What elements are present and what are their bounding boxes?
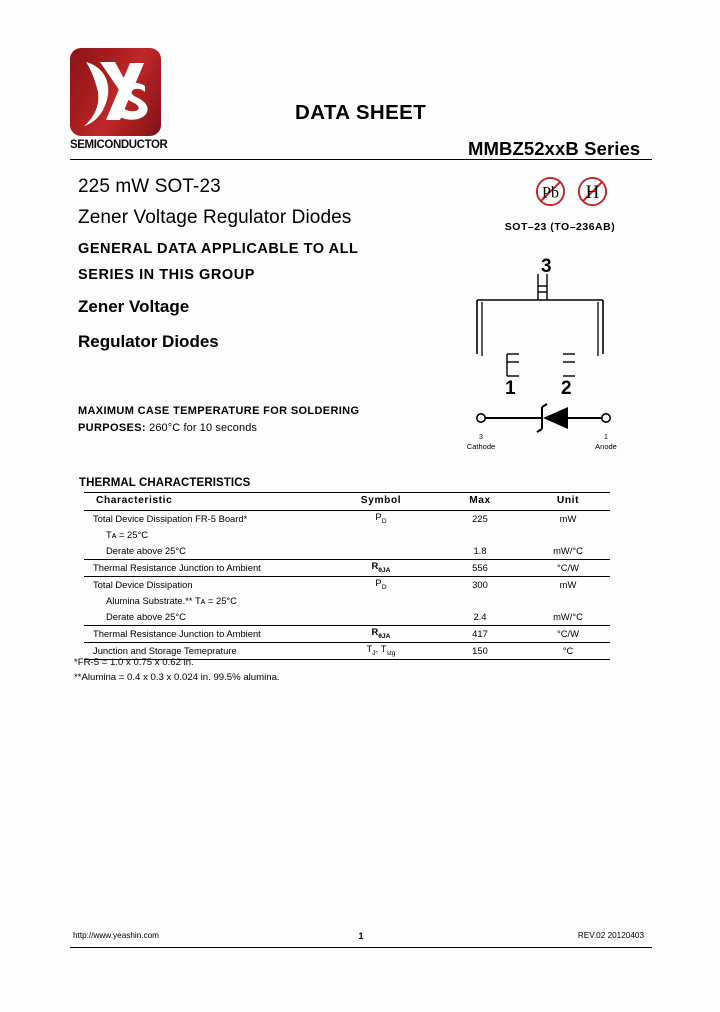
company-logo [70, 48, 170, 151]
table-row [84, 543, 610, 560]
thermal-characteristics-table [84, 492, 610, 660]
cell-symbol [328, 543, 434, 560]
power-package-heading: 225 mW SOT-23 [78, 176, 221, 197]
table-row [84, 577, 610, 594]
column-header-max: Max [434, 493, 526, 511]
anode-label: Anode [595, 442, 617, 451]
cathode-label: Cathode [466, 442, 496, 451]
cell-symbol: $R_{\theta JA}$ [328, 560, 434, 577]
table-header-row [84, 493, 610, 511]
general-data-line-1: GENERAL DATA APPLICABLE TO ALL [78, 240, 359, 257]
table-row [84, 626, 610, 643]
logo-glyph [70, 48, 161, 136]
cell-characteristic: Derate above 25°C [84, 543, 328, 560]
cell-characteristic: Thermal Resistance Junction to Ambient [84, 560, 328, 577]
zener-schematic-symbol [450, 398, 640, 453]
cell-unit: mW/°C [526, 609, 610, 626]
datasheet-title: DATA SHEET [295, 101, 427, 124]
footer-revision: REV.02 20120403 [577, 931, 644, 940]
cell-unit: mW [559, 579, 577, 591]
footer-page-number: 1 [358, 931, 364, 941]
cell-unit: mW/°C [526, 543, 610, 560]
table-row [84, 511, 610, 528]
cell-max: 1.8 [434, 543, 526, 560]
series-title: MMBZ52xxB Series [468, 138, 641, 159]
thermal-characteristics-heading: THERMAL CHARACTERISTICS [79, 477, 251, 489]
table-row [84, 593, 610, 609]
header-divider [70, 159, 652, 160]
soldering-heading-line-2: PURPOSES: [78, 422, 146, 435]
cell-unit [526, 593, 610, 609]
yeashin-logo-icon [70, 48, 161, 136]
package-pin-2-label: 2 [561, 378, 572, 395]
regulator-diodes-heading: Regulator Diodes [78, 332, 219, 351]
page-footer [70, 931, 652, 945]
footnote-2: **Alumina = 0.4 x 0.3 x 0.024 in. 99.5% alumina. [74, 672, 280, 684]
cell-symbol [328, 593, 434, 609]
cell-max: 225 [472, 513, 488, 525]
cell-characteristic: Junction and Storage Temeprature [84, 643, 328, 660]
cell-unit [526, 527, 610, 543]
zener-voltage-heading: Zener Voltage [78, 297, 190, 317]
table-row [84, 609, 610, 626]
cell-characteristic: Total Device Dissipation [93, 579, 193, 591]
product-heading-block [78, 172, 428, 356]
compliance-marks [535, 176, 635, 212]
cell-symbol: $P_D$ [375, 577, 387, 592]
cell-symbol: $P_D$ [375, 511, 387, 526]
cell-unit: °C/W [526, 626, 610, 643]
cell-symbol [328, 609, 434, 626]
cell-max [434, 527, 526, 543]
cell-characteristic: Alumina Substrate.** Tᴀ = 25°C [106, 595, 237, 607]
soldering-value: 260°C for 10 seconds [149, 422, 258, 435]
cell-unit: °C [526, 643, 610, 660]
column-header-symbol: Symbol [328, 493, 434, 511]
table-row [84, 560, 610, 577]
lead-free-icon [535, 176, 566, 207]
family-heading: Zener Voltage Regulator Diodes [78, 206, 352, 228]
svg-text:H: H [585, 182, 600, 203]
svg-text:Pb: Pb [542, 184, 559, 202]
soldering-heading-line-1: MAXIMUM CASE TEMPERATURE FOR SOLDERING [78, 405, 360, 417]
cell-max: 2.4 [434, 609, 526, 626]
package-pin-1-label: 1 [505, 378, 516, 395]
cell-characteristic: Total Device Dissipation FR-5 Board* [93, 513, 248, 525]
table-row [84, 527, 610, 543]
cell-unit: °C/W [526, 560, 610, 577]
cell-unit: mW [559, 513, 577, 525]
cell-characteristic: Derate above 25°C [84, 609, 328, 626]
footer-url[interactable]: http://www.yeashin.com [73, 931, 160, 940]
footer-divider [70, 947, 652, 948]
column-header-unit: Unit [526, 493, 610, 511]
page-header [70, 48, 652, 159]
cell-symbol: $T_J$, $T_{stg}$ [328, 643, 434, 660]
cell-max: 300 [472, 579, 488, 591]
company-name: SEMICONDUCTOR [70, 139, 168, 151]
package-pin-3-label: 3 [541, 256, 552, 277]
cathode-pin-number: 3 [479, 434, 483, 441]
table-footnotes [74, 655, 280, 685]
cell-max: 556 [434, 560, 526, 577]
halogen-free-icon [577, 176, 608, 207]
cell-symbol [328, 527, 434, 543]
package-caption: SOT–23 (TO–236AB) [504, 221, 616, 233]
anode-pin-number: 1 [604, 434, 608, 441]
footnote-1: *FR-5 = 1.0 x 0.75 x 0.62 in. [74, 657, 194, 668]
cell-max: 417 [434, 626, 526, 643]
general-data-line-2: SERIES IN THIS GROUP [78, 267, 255, 283]
cell-max [434, 593, 526, 609]
cell-symbol: $R_{\theta JA}$ [328, 626, 434, 643]
cell-max: 150 [434, 643, 526, 660]
package-outline-drawing [455, 250, 655, 395]
cell-characteristic: Thermal Resistance Junction to Ambient [84, 626, 328, 643]
cell-characteristic: Tᴀ = 25°C [106, 529, 149, 541]
soldering-note [78, 403, 478, 437]
column-header-characteristic: Characteristic [84, 493, 328, 511]
